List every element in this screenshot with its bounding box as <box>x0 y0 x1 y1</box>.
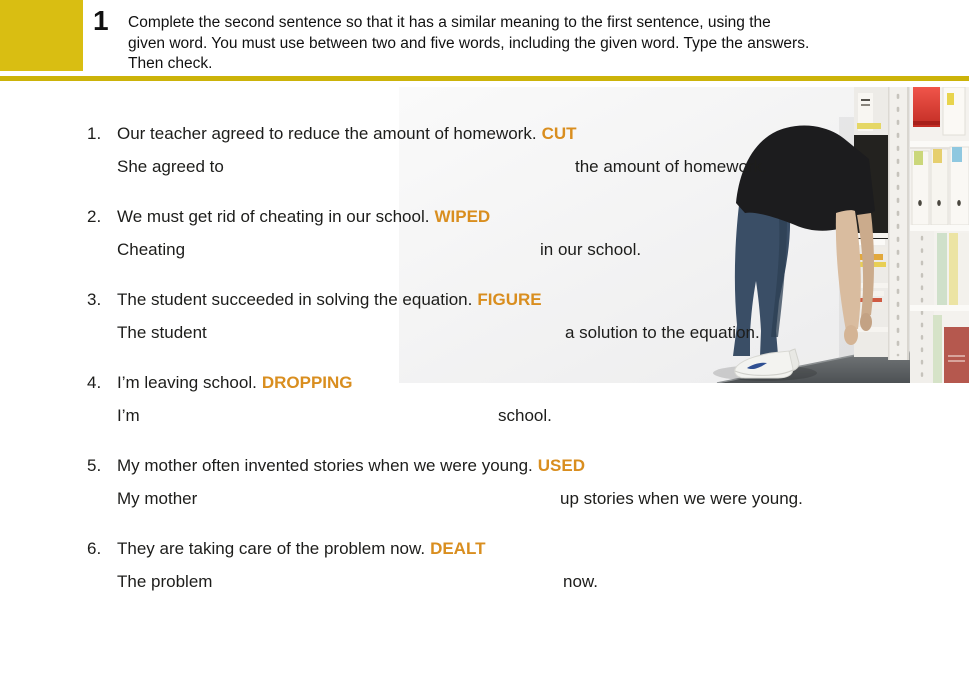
item-number: 1. <box>87 124 102 143</box>
exercise-number: 1 <box>93 5 109 36</box>
instruction-line: Complete the second sentence so that it has a similar meaning to the first sentence, using the <box>128 14 771 31</box>
answer-suffix: up stories when we were young. <box>560 489 803 508</box>
item-sentence: My mother often invented stories when we were young. <box>117 456 533 475</box>
item-number: 4. <box>87 373 102 392</box>
item-keyword: DEALT <box>430 539 486 558</box>
item-keyword: DROPPING <box>261 373 353 392</box>
exercise-item-1 <box>87 124 957 186</box>
item-sentence: I’m leaving school. <box>117 373 257 392</box>
answer-suffix: now. <box>563 572 598 591</box>
item-sentence: Our teacher agreed to reduce the amount of homework. <box>117 124 537 143</box>
exercise-item-3 <box>87 290 957 352</box>
answer-prefix: Cheating <box>117 240 186 259</box>
answer-prefix: The problem <box>117 572 213 591</box>
exercise-item-6 <box>87 539 957 601</box>
answer-input[interactable] <box>183 403 496 429</box>
instruction-line: Then check. <box>128 55 213 72</box>
item-sentence: The student succeeded in solving the equation. <box>117 290 473 309</box>
answer-prefix: I’m <box>117 406 140 425</box>
item-sentence: We must get rid of cheating in our school. <box>117 207 430 226</box>
answer-input[interactable] <box>248 569 561 595</box>
item-sentence: They are taking care of the problem now. <box>117 539 426 558</box>
exercise-item-5 <box>87 456 957 518</box>
item-number: 2. <box>87 207 102 226</box>
exercise-instructions <box>128 13 938 75</box>
item-keyword: WIPED <box>434 207 491 226</box>
item-keyword: USED <box>537 456 586 475</box>
answer-input[interactable] <box>266 154 573 180</box>
answer-input[interactable] <box>236 486 558 512</box>
item-number: 5. <box>87 456 102 475</box>
header-accent-block <box>0 0 83 71</box>
answer-suffix: a solution to the equation. <box>565 323 760 342</box>
header-divider-rule <box>0 76 969 81</box>
item-keyword: FIGURE <box>477 290 542 309</box>
item-number: 6. <box>87 539 102 558</box>
item-number: 3. <box>87 290 102 309</box>
answer-prefix: The student <box>117 323 207 342</box>
answer-prefix: She agreed to <box>117 157 224 176</box>
answer-input[interactable] <box>219 237 538 263</box>
answer-suffix: school. <box>498 406 552 425</box>
answer-suffix: in our school. <box>540 240 642 259</box>
exercise-item-4 <box>87 373 957 435</box>
answer-prefix: My mother <box>117 489 198 508</box>
answer-suffix: the amount of homework. <box>575 157 767 176</box>
answer-input[interactable] <box>239 320 563 346</box>
instruction-line: given word. You must use between two and five words, including the given word. Type the answers. <box>128 34 810 52</box>
exercise-item-2 <box>87 207 957 269</box>
item-keyword: CUT <box>541 124 577 143</box>
